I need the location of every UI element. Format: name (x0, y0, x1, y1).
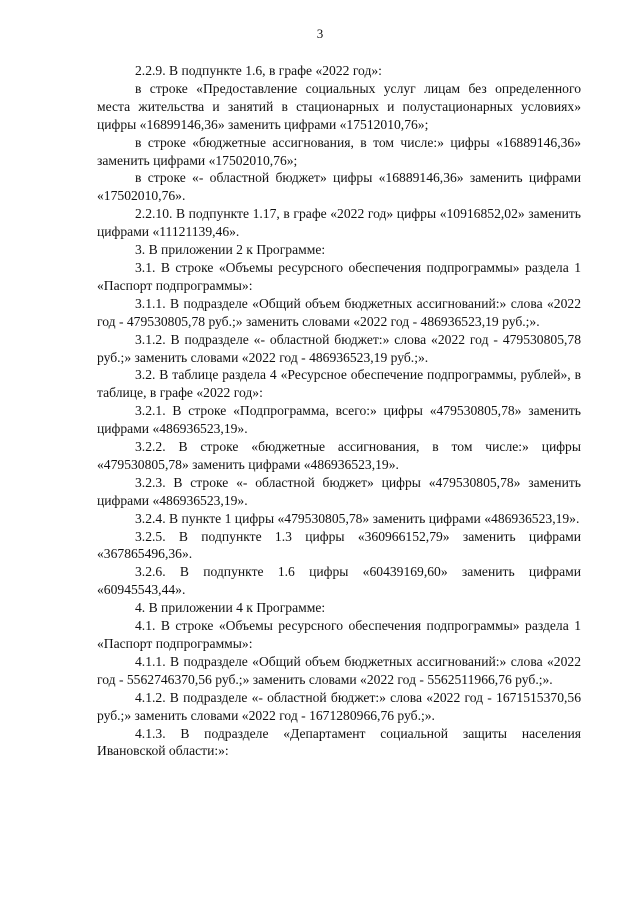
paragraph: 3.2. В таблице раздела 4 «Ресурсное обеспечение подпрограммы, рублей», в таблице, в графе «2022 год»: (97, 367, 581, 401)
paragraph: 3.2.1. В строке «Подпрограмма, всего:» цифры «479530805,78» заменить цифрами «486936523,19». (97, 403, 581, 437)
page-number: 3 (316, 26, 324, 41)
paragraph: 2.2.9. В подпункте 1.6, в графе «2022 год»: (135, 63, 382, 78)
paragraph: 2.2.10. В подпункте 1.17, в графе «2022 год» цифры «10916852,02» заменить цифрами «11121139,46». (97, 206, 581, 240)
paragraph: 3.2.2. В строке «бюджетные ассигнования, в том числе:» цифры «479530805,78» заменить цифрами «486936523,19». (97, 439, 581, 472)
document-body (97, 62, 581, 760)
paragraph: в строке «Предоставление социальных услуг лицам без определенного места жительства и занятий в стационарных и полустационарных условиях» цифры «16899146,36» заменить цифрами «17512010,76»; (97, 80, 581, 132)
paragraph: 4. В приложении 4 к Программе: (135, 600, 326, 616)
paragraph: 4.1.1. В подразделе «Общий объем бюджетных ассигнований:» слова «2022 год - 5562746370,56 руб.;» заменить словами «2022 год - 5562511966,76 руб.;». (97, 653, 581, 687)
paragraph: 3.2.6. В подпункте 1.6 цифры «60439169,60» заменить цифрами «60945543,44». (97, 564, 581, 598)
paragraph: 4.1. В строке «Объемы ресурсного обеспечения подпрограммы» раздела 1 «Паспорт подпрограммы»: (97, 618, 581, 651)
paragraph: 3.1.1. В подразделе «Общий объем бюджетных ассигнований:» слова «2022 год - 479530805,78 руб.;» заменить словами «2022 год - 486936523,19 руб.;». (97, 295, 581, 329)
paragraph: 4.1.2. В подразделе «- областной бюджет:» слова «2022 год - 1671515370,56 руб.;» заменить словами «2022 год - 1671280966,76 руб.;». (97, 689, 581, 723)
paragraph: 3.1.2. В подразделе «- областной бюджет:» слова «2022 год - 479530805,78 руб.;» заменить словами «2022 год - 486936523,19 руб.;». (97, 331, 581, 365)
paragraph: в строке «бюджетные ассигнования, в том числе:» цифры «16889146,36» заменить цифрами «17502010,76»; (97, 134, 581, 168)
paragraph: 3.2.3. В строке «- областной бюджет» цифры «479530805,78» заменить цифрами «486936523,19». (97, 474, 581, 508)
paragraph: 3.2.4. В пункте 1 цифры «479530805,78» заменить цифрами «486936523,19». (135, 510, 580, 526)
paragraph: 3.1. В строке «Объемы ресурсного обеспечения подпрограммы» раздела 1 «Паспорт подпрограммы»: (97, 259, 581, 293)
paragraph: 3. В приложении 2 к Программе: (135, 242, 326, 258)
paragraph: 3.2.5. В подпункте 1.3 цифры «360966152,79» заменить цифрами «367865496,36». (97, 528, 581, 562)
paragraph: в строке «- областной бюджет» цифры «16889146,36» заменить цифрами «17502010,76». (97, 170, 581, 204)
paragraph: 4.1.3. В подразделе «Департамент социальной защиты населения Ивановской области:»: (97, 725, 581, 759)
